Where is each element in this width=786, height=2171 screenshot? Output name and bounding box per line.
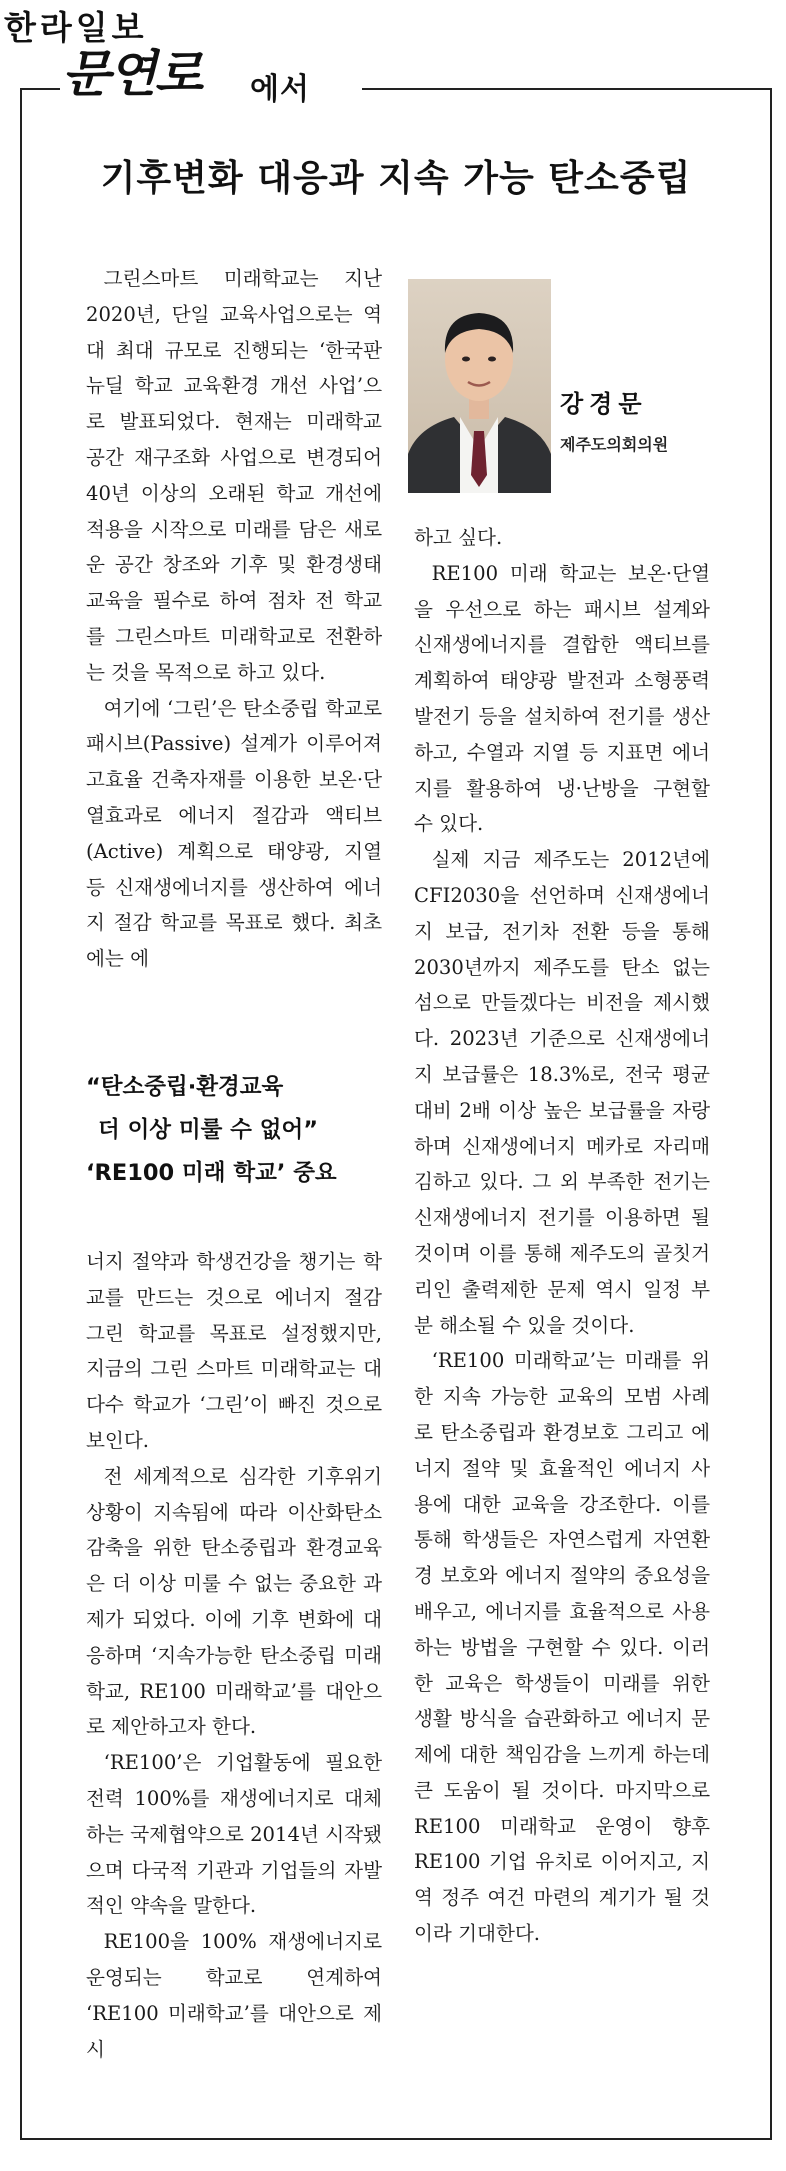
article-column-left-top bbox=[86, 261, 382, 977]
column-logo: 문연로 bbox=[62, 45, 201, 103]
paragraph: ‘RE100 미래학교’는 미래를 위한 지속 가능한 교육의 모범 사례로 탄소중립과 환경보호 그리고 에너지 절약 및 효율적인 에너지 사용에 대한 교육을 강조한다. 이를 통해 학생들은 자연스럽게 자연환경 보호와 에너지 절약의 중요성을 배우고, 에너지를 효율적으로 사용하는 방법을 구현할 수 있다. 이러한 교육은 학생들이 미래를 위한 생활 방식을 습관화하고 에너지 문제에 대한 책임감을 느끼게 하는데 큰 도움이 될 것이다. 마지막으로 RE100 미래학교 운영이 향후 RE100 기업 유치로 이어지고, 지역 정주 여건 마련의 계기가 될 것이라 기대한다. bbox=[414, 1349, 710, 1946]
paragraph: 하고 싶다. bbox=[414, 526, 503, 549]
column-logo-suffix: 에서 bbox=[250, 72, 310, 107]
paragraph: 여기에 ‘그린’은 탄소중립 학교로 패시브(Passive) 설계가 이루어져 고효율 건축자재를 이용한 보온·단열효과로 에너지 절감과 액티브(Active) 계획으로 태양광, 지열 등 신재생에너지를 생산하여 에너지 절감 학교를 목표로 했다. 최초에는 에 bbox=[86, 696, 382, 971]
subheadline-line: 더 이상 미룰 수 없어” bbox=[98, 1117, 319, 1143]
paragraph: ‘RE100’은 기업활동에 필요한 전력 100%를 재생에너지로 대체하는 국제협약으로 2014년 시작됐으며 다국적 기관과 기업들의 자발적인 약속을 말한다. bbox=[86, 1751, 382, 1918]
article-column-left-bottom bbox=[86, 1244, 382, 2067]
newspaper-logo: 한라일보 bbox=[4, 8, 148, 47]
paragraph: RE100 미래 학교는 보온·단열을 우선으로 하는 패시브 설계와 신재생에너지를 결합한 액티브를 계획하여 태양광 발전과 소형풍력 발전기 등을 설치하여 전기를 생산하고, 수열과 지열 등 지표면 에너지를 활용하여 냉·난방을 구현할 수 있다. bbox=[414, 561, 710, 836]
paragraph: 실제 지금 제주도는 2012년에 CFI2030을 선언하며 신재생에너지 보급, 전기차 전환 등을 통해 2030년까지 제주도를 탄소 없는 섬으로 만들겠다는 비전을 제시했다. 2023년 기준으로 신재생에너지 보급률은 18.3%로, 전국 평균 대비 2배 이상 높은 보급률을 자랑하며 신재생에너지 메카로 자리매김하고 있다. 그 외 부족한 전기는 신재생에너지 전기를 이용하면 될 것이며 이를 통해 제주도의 골칫거리인 출력제한 문제 역시 일정 부분 해소될 수 있을 것이다. bbox=[414, 848, 710, 1337]
subheadline-line: ‘RE100 미래 학교’ 중요 bbox=[86, 1160, 337, 1186]
author-photo bbox=[408, 279, 551, 493]
article-column-right bbox=[414, 520, 710, 1952]
subheadline-line: “탄소중립·환경교육 bbox=[86, 1074, 284, 1100]
author-name: 강경문 bbox=[560, 390, 648, 418]
article-headline: 기후변화 대응과 지속 가능 탄소중립 bbox=[100, 158, 692, 199]
paragraph: RE100을 100% 재생에너지로 운영되는 학교로 연계하여 ‘RE100 미래학교’를 대안으로 제시 bbox=[86, 1930, 382, 2061]
paragraph: 그린스마트 미래학교는 지난 2020년, 단일 교육사업으로는 역대 최대 규모로 진행되는 ‘한국판 뉴딜 학교 교육환경 개선 사업’으로 발표되었다. 현재는 미래학교 공간 재구조화 사업으로 변경되어 40년 이상의 오래된 학교 개선에 적용을 시작으로 미래를 담은 새로운 공간 창조와 기후 및 환경생태 교육을 필수로 하여 점차 전 학교를 그린스마트 미래학교로 전환하는 것을 목적으로 하고 있다. bbox=[86, 267, 382, 684]
paragraph: 너지 절약과 학생건강을 챙기는 학교를 만드는 것으로 에너지 절감 그린 학교를 목표로 설정했지만, 지금의 그린 스마트 미래학교는 대다수 학교가 ‘그린’이 빠진 것으로 보인다. bbox=[86, 1250, 382, 1452]
paragraph: 전 세계적으로 심각한 기후위기 상황이 지속됨에 따라 이산화탄소 감축을 위한 탄소중립과 환경교육은 더 이상 미룰 수 없는 중요한 과제가 되었다. 이에 기후 변화에 대응하며 ‘지속가능한 탄소중립 미래학교, RE100 미래학교’를 대안으로 제안하고자 한다. bbox=[86, 1464, 382, 1739]
author-title: 제주도의회의원 bbox=[560, 435, 669, 454]
article-subheadline bbox=[86, 1066, 396, 1195]
